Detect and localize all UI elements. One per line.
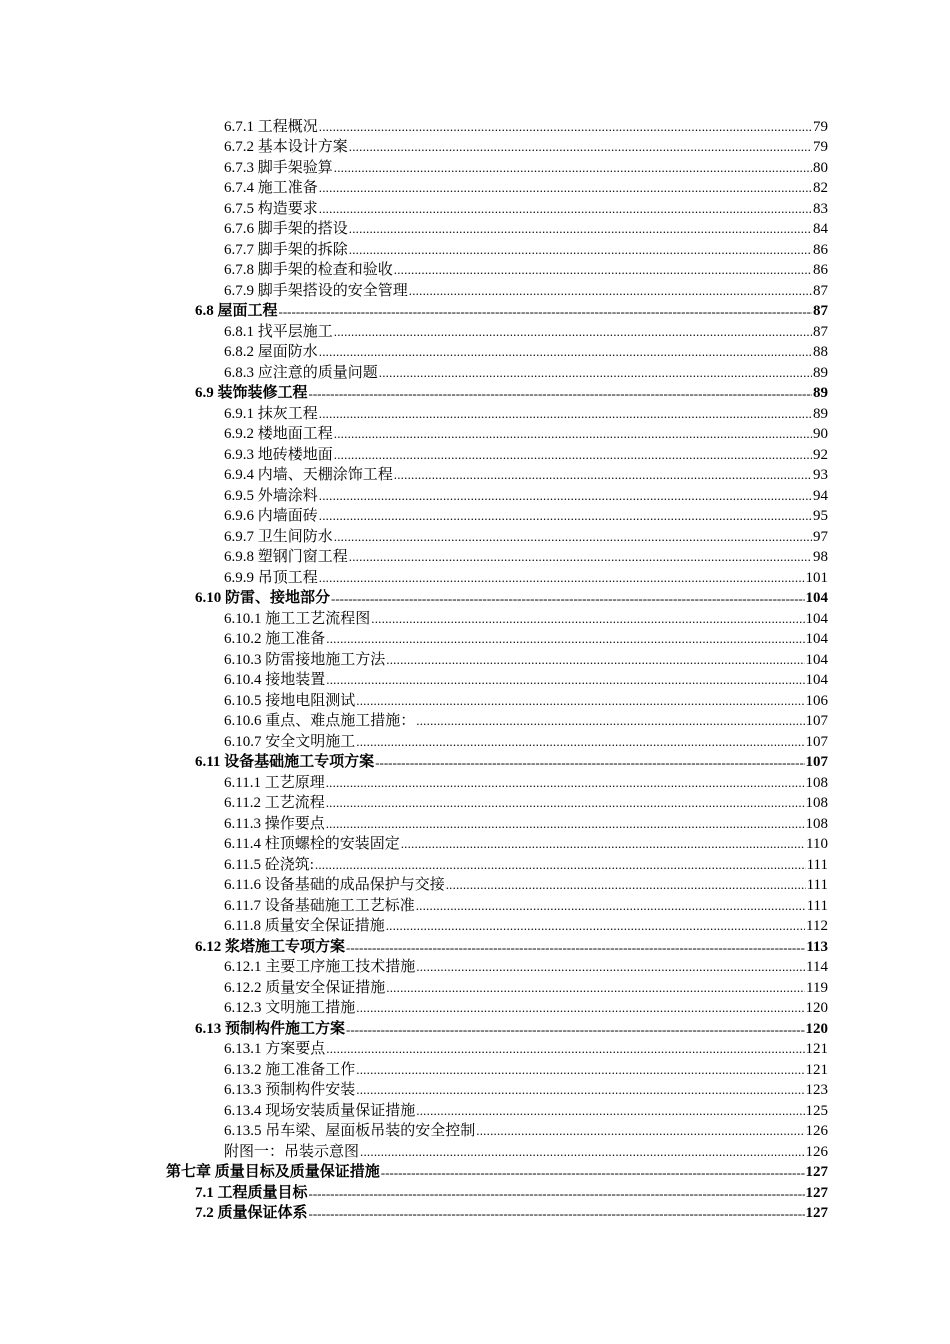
toc-entry-page-number: 84 [813, 221, 828, 237]
toc-dot-leader [386, 916, 805, 936]
toc-entry-title: 6.7.8 脚手架的检查和验收 [224, 262, 393, 278]
toc-entry-title: 6.11.6 设备基础的成品保护与交接 [224, 877, 445, 893]
toc-entry-title: 6.10.2 施工准备 [224, 631, 326, 647]
toc-entry[interactable] [0, 752, 828, 773]
toc-entry-page-number: 108 [805, 774, 828, 791]
toc-entry[interactable] [0, 444, 828, 465]
toc-dot-leader [331, 588, 804, 608]
toc-entry[interactable] [0, 977, 828, 998]
toc-entry-page-number: 119 [806, 979, 828, 996]
toc-dot-leader [394, 260, 812, 280]
toc-dot-leader [326, 1039, 804, 1059]
toc-entry-page-number: 120 [805, 1020, 828, 1037]
toc-dot-leader [346, 937, 805, 957]
toc-entry-page-number: 126 [805, 1143, 828, 1160]
toc-entry-title: 6.10.3 防雷接地施工方法 [224, 651, 386, 668]
toc-dot-leader [349, 547, 812, 567]
toc-entry[interactable] [0, 116, 828, 137]
toc-entry-title: 6.7.3 脚手架验算 [224, 159, 333, 176]
toc-entry[interactable] [0, 526, 828, 547]
toc-entry[interactable] [0, 895, 828, 916]
toc-entry[interactable] [0, 629, 828, 650]
toc-entry-title: 第七章 质量目标及质量保证措施 [166, 1164, 380, 1180]
toc-entry[interactable] [0, 1100, 828, 1121]
toc-dot-leader [319, 178, 812, 198]
toc-entry-title: 6.13.1 方案要点 [224, 1041, 326, 1057]
toc-entry-title: 6.7.4 施工准备 [224, 180, 318, 196]
toc-entry-page-number: 111 [806, 856, 828, 873]
toc-entry-page-number: 110 [806, 836, 828, 852]
toc-entry-title: 6.10.6 重点、难点施工措施： [224, 713, 416, 729]
toc-entry-page-number: 90 [813, 426, 828, 442]
toc-entry-page-number: 108 [805, 815, 828, 832]
toc-entry-page-number: 126 [805, 1123, 828, 1139]
toc-entry[interactable] [0, 998, 828, 1019]
toc-entry-page-number: 104 [805, 610, 828, 627]
toc-entry-title: 6.7.2 基本设计方案 [224, 139, 348, 155]
toc-dot-leader [334, 527, 812, 547]
toc-entry-page-number: 83 [813, 200, 828, 217]
toc-entry[interactable] [0, 813, 828, 834]
toc-entry-title: 6.7.7 脚手架的拆除 [224, 241, 348, 258]
toc-entry[interactable] [0, 731, 828, 752]
toc-entry-title: 6.7.6 脚手架的搭设 [224, 221, 348, 237]
toc-entry-page-number: 113 [806, 938, 828, 955]
toc-entry-page-number: 86 [813, 262, 828, 278]
toc-entry-title: 6.13.4 现场安装质量保证措施 [224, 1102, 416, 1119]
toc-entry-title: 7.1 工程质量目标 [195, 1184, 308, 1201]
toc-entry-page-number: 104 [805, 590, 828, 606]
toc-dot-leader [319, 404, 812, 424]
toc-entry-page-number: 114 [806, 959, 828, 975]
toc-dot-leader [476, 1121, 804, 1141]
toc-dot-leader [309, 383, 812, 403]
toc-entry[interactable] [0, 137, 828, 158]
toc-entry-page-number: 87 [813, 282, 828, 299]
toc-dot-leader [416, 896, 806, 916]
toc-entry-title: 6.9.8 塑钢门窗工程 [224, 549, 348, 565]
toc-entry[interactable] [0, 342, 828, 363]
toc-dot-leader [334, 158, 812, 178]
toc-entry-title: 7.2 质量保证体系 [195, 1205, 308, 1221]
toc-entry-title: 6.10.4 接地装置 [224, 672, 326, 688]
toc-entry-page-number: 127 [805, 1184, 828, 1201]
toc-entry-page-number: 111 [806, 897, 828, 914]
toc-dot-leader [349, 137, 812, 157]
toc-dot-leader [319, 568, 805, 588]
toc-dot-leader [356, 998, 804, 1018]
toc-entry-page-number: 101 [805, 569, 828, 586]
toc-entry-page-number: 107 [805, 713, 828, 729]
toc-dot-leader [326, 773, 805, 793]
toc-entry-title: 6.7.5 构造要求 [224, 200, 318, 217]
toc-dot-leader [386, 650, 804, 670]
toc-entry[interactable] [0, 711, 828, 732]
toc-dot-leader [315, 855, 806, 875]
toc-entry[interactable] [0, 506, 828, 527]
toc-dot-leader [319, 486, 812, 506]
toc-entry[interactable] [0, 1018, 828, 1039]
toc-entry-page-number: 93 [813, 467, 828, 483]
toc-entry[interactable] [0, 362, 828, 383]
toc-entry-page-number: 121 [805, 1061, 828, 1078]
toc-entry-title: 6.11.1 工艺原理 [224, 774, 325, 791]
toc-entry-title: 6.11.2 工艺流程 [224, 795, 325, 811]
toc-entry-title: 6.10 防雷、接地部分 [195, 590, 331, 606]
toc-entry[interactable] [0, 875, 828, 896]
toc-entry-page-number: 88 [813, 344, 828, 360]
toc-entry-title: 6.9.9 吊顶工程 [224, 569, 318, 586]
toc-dot-leader [349, 219, 812, 239]
toc-entry[interactable] [0, 219, 828, 240]
toc-entry-page-number: 94 [813, 487, 828, 504]
toc-entry-title: 6.11.4 柱顶螺栓的安装固定 [224, 836, 400, 852]
toc-entry[interactable] [0, 260, 828, 281]
toc-entry-title: 附图一：吊装示意图 [224, 1143, 360, 1160]
toc-dot-leader [309, 1183, 805, 1203]
toc-entry-title: 6.9.6 内墙面砖 [224, 508, 318, 524]
toc-entry-page-number: 121 [805, 1041, 828, 1057]
toc-entry-page-number: 82 [813, 180, 828, 196]
toc-entry[interactable] [0, 465, 828, 486]
toc-entry-title: 6.13.3 预制构件安装 [224, 1082, 356, 1098]
toc-entry-page-number: 111 [806, 877, 828, 893]
toc-entry[interactable] [0, 321, 828, 342]
toc-entry-title: 6.11.7 设备基础施工工艺标准 [224, 897, 415, 914]
toc-entry[interactable] [0, 239, 828, 260]
toc-entry-title: 6.12.1 主要工序施工技术措施 [224, 959, 416, 975]
toc-dot-leader [356, 732, 804, 752]
toc-entry-title: 6.9.1 抹灰工程 [224, 405, 318, 422]
toc-entry-page-number: 89 [813, 405, 828, 422]
toc-dot-leader [309, 1203, 805, 1223]
toc-entry-title: 6.11.8 质量安全保证措施 [224, 918, 385, 934]
toc-entry[interactable] [0, 1141, 828, 1162]
toc-entry[interactable] [0, 1121, 828, 1142]
toc-dot-leader [319, 342, 812, 362]
toc-entry-title: 6.10.7 安全文明施工 [224, 733, 356, 750]
toc-entry[interactable] [0, 670, 828, 691]
toc-entry-title: 6.13.5 吊车梁、屋面板吊装的安全控制 [224, 1123, 476, 1139]
toc-entry-page-number: 79 [813, 139, 828, 155]
toc-entry-page-number: 98 [813, 549, 828, 565]
toc-entry[interactable] [0, 424, 828, 445]
toc-entry[interactable] [0, 1039, 828, 1060]
toc-dot-leader [409, 281, 812, 301]
toc-dot-leader [319, 117, 812, 137]
toc-entry[interactable] [0, 301, 828, 322]
toc-entry[interactable] [0, 280, 828, 301]
toc-dot-leader [416, 957, 805, 977]
toc-entry[interactable] [0, 1080, 828, 1101]
toc-entry-title: 6.13 预制构件施工方案 [195, 1020, 346, 1037]
toc-entry-page-number: 89 [813, 385, 828, 401]
toc-entry-title: 6.11.3 操作要点 [224, 815, 325, 832]
toc-dot-leader [379, 363, 812, 383]
toc-entry[interactable] [0, 157, 828, 178]
toc-entry-page-number: 108 [805, 795, 828, 811]
toc-dot-leader [326, 814, 805, 834]
toc-entry-page-number: 97 [813, 528, 828, 545]
toc-entry[interactable] [0, 403, 828, 424]
toc-dot-leader [356, 691, 804, 711]
toc-entry-title: 6.8 屋面工程 [195, 303, 278, 319]
toc-entry-title: 6.9.7 卫生间防水 [224, 528, 333, 545]
toc-entry[interactable] [0, 1182, 828, 1203]
toc-entry[interactable] [0, 383, 828, 404]
toc-dot-leader [319, 506, 812, 526]
toc-entry-title: 6.13.2 施工准备工作 [224, 1061, 356, 1078]
toc-entry[interactable] [0, 916, 828, 937]
toc-entry-page-number: 86 [813, 241, 828, 258]
toc-dot-leader [356, 1060, 804, 1080]
toc-entry[interactable] [0, 588, 828, 609]
toc-entry-page-number: 112 [806, 918, 828, 934]
toc-entry[interactable] [0, 649, 828, 670]
toc-entry-page-number: 87 [813, 303, 828, 319]
toc-entry[interactable] [0, 547, 828, 568]
toc-entry-page-number: 107 [805, 754, 828, 770]
toc-dot-leader [386, 978, 805, 998]
toc-entry-title: 6.12.3 文明施工措施 [224, 1000, 356, 1016]
toc-entry[interactable] [0, 772, 828, 793]
toc-dot-leader [319, 199, 812, 219]
toc-dot-leader [334, 424, 812, 444]
toc-entry-title: 6.8.3 应注意的质量问题 [224, 364, 378, 381]
toc-entry-page-number: 104 [805, 631, 828, 647]
toc-entry-title: 6.8.1 找平层施工 [224, 323, 333, 340]
toc-dot-leader [326, 793, 805, 813]
toc-entry-title: 6.7.1 工程概况 [224, 118, 318, 135]
toc-entry-title: 6.9.2 楼地面工程 [224, 426, 333, 442]
toc-entry[interactable] [0, 1059, 828, 1080]
toc-dot-leader [381, 1162, 805, 1182]
toc-dot-leader [401, 834, 805, 854]
toc-entry-title: 6.11 设备基础施工专项方案 [195, 754, 375, 770]
toc-entry-title: 6.12 浆塔施工专项方案 [195, 938, 346, 955]
toc-dot-leader [360, 1142, 804, 1162]
toc-entry-page-number: 79 [813, 118, 828, 135]
toc-entry[interactable] [0, 485, 828, 506]
toc-entry-title: 6.8.2 屋面防水 [224, 344, 318, 360]
toc-entry-page-number: 89 [813, 364, 828, 381]
toc-entry-page-number: 120 [805, 1000, 828, 1016]
toc-dot-leader [326, 670, 804, 690]
toc-dot-leader [416, 1101, 804, 1121]
toc-entry-page-number: 95 [813, 508, 828, 524]
toc-entry-title: 6.7.9 脚手架搭设的安全管理 [224, 282, 408, 299]
toc-dot-leader [334, 445, 812, 465]
toc-entry[interactable] [0, 1203, 828, 1224]
toc-entry-page-number: 104 [805, 672, 828, 688]
toc-entry-title: 6.9.5 外墙涂料 [224, 487, 318, 504]
toc-dot-leader [326, 629, 804, 649]
toc-entry-title: 6.9 装饰装修工程 [195, 385, 308, 401]
toc-entry[interactable] [0, 608, 828, 629]
toc-entry[interactable] [0, 198, 828, 219]
toc-entry[interactable] [0, 834, 828, 855]
toc-entry-page-number: 127 [805, 1205, 828, 1221]
toc-dot-leader [446, 875, 806, 895]
toc-entry-title: 6.11.5 砼浇筑: [224, 856, 314, 873]
toc-dot-leader [349, 240, 812, 260]
toc-entry-title: 6.12.2 质量安全保证措施 [224, 979, 386, 996]
toc-dot-leader [375, 752, 804, 772]
toc-entry-page-number: 123 [805, 1082, 828, 1098]
toc-entry-page-number: 107 [805, 733, 828, 750]
toc-entry-page-number: 106 [805, 692, 828, 709]
toc-entry-page-number: 127 [805, 1164, 828, 1180]
toc-dot-leader [279, 301, 812, 321]
toc-entry[interactable] [0, 567, 828, 588]
toc-dot-leader [334, 322, 812, 342]
toc-entry-title: 6.9.4 内墙、天棚涂饰工程 [224, 467, 393, 483]
toc-entry-page-number: 104 [805, 651, 828, 668]
toc-dot-leader [394, 465, 812, 485]
toc-entry-title: 6.9.3 地砖楼地面 [224, 446, 333, 463]
toc-entry-page-number: 87 [813, 323, 828, 340]
table-of-contents [0, 116, 950, 1223]
toc-dot-leader [356, 1080, 804, 1100]
toc-entry-title: 6.10.5 接地电阻测试 [224, 692, 356, 709]
toc-entry[interactable] [0, 793, 828, 814]
toc-entry[interactable] [0, 690, 828, 711]
toc-entry-page-number: 125 [805, 1102, 828, 1119]
toc-entry[interactable] [0, 936, 828, 957]
toc-entry[interactable] [0, 957, 828, 978]
toc-dot-leader [346, 1019, 804, 1039]
toc-entry-title: 6.10.1 施工工艺流程图 [224, 610, 371, 627]
toc-entry[interactable] [0, 178, 828, 199]
toc-entry[interactable] [0, 854, 828, 875]
toc-entry[interactable] [0, 1162, 828, 1183]
toc-entry-page-number: 80 [813, 159, 828, 176]
toc-dot-leader [371, 609, 804, 629]
toc-dot-leader [416, 711, 804, 731]
toc-entry-page-number: 92 [813, 446, 828, 463]
